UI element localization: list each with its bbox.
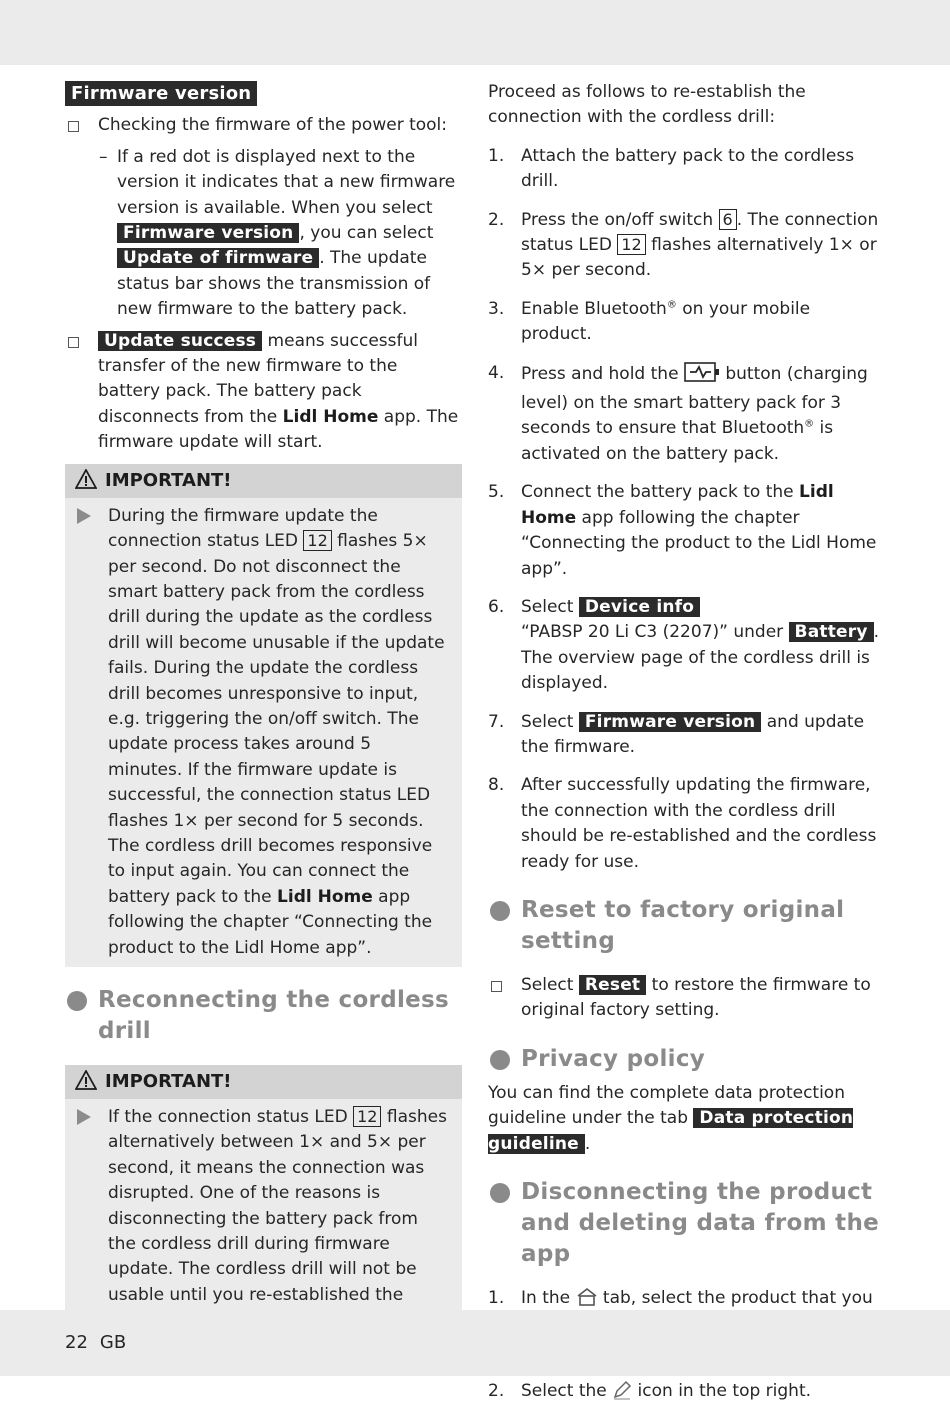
d2-text-b: icon in the top right.	[632, 1381, 812, 1402]
important-header	[65, 464, 462, 498]
important-header	[65, 1065, 462, 1099]
reset-tag: Reset	[579, 975, 646, 995]
disconnect-step-2	[488, 1379, 885, 1408]
warning-triangle-icon	[75, 1071, 105, 1092]
step-number: 5.	[488, 482, 505, 503]
privacy-heading	[488, 1044, 885, 1075]
firmware-red-dot-text	[117, 145, 462, 323]
imp1-text-1: During the firmware update the connection status LED	[108, 505, 378, 552]
battery-charge-button-icon	[684, 361, 720, 391]
update-of-firmware-tag: Update of firmware	[117, 248, 319, 268]
firmware-version-section	[65, 81, 462, 107]
s6-text-c: . The overview page of the cordless drill is displayed.	[521, 622, 880, 694]
pencil-edit-icon	[612, 1380, 632, 1408]
important-body	[65, 498, 462, 967]
step-number: 8.	[488, 775, 505, 796]
heading-dot-icon	[490, 1050, 510, 1070]
step-2-text	[521, 208, 885, 284]
disconnect-step-2-text	[521, 1379, 885, 1408]
important-body	[65, 1099, 462, 1340]
upd-text-1: means successful transfer of the new firmware to the battery pack. The battery pack disconnects from the	[98, 330, 418, 427]
step-1-text: Attach the battery pack to the cordless drill.	[521, 145, 855, 192]
checkbox-bullet-icon	[488, 973, 502, 1000]
step-number: 1.	[488, 1288, 505, 1308]
important-title: IMPORTANT!	[105, 469, 232, 491]
s4-text-c: is activated on the battery pack.	[521, 418, 834, 464]
battery-tag: Battery	[789, 622, 874, 642]
reset-text-a: Select	[521, 974, 574, 995]
step-6-text	[521, 595, 885, 697]
firmware-version-heading: Firmware version	[65, 81, 257, 106]
s5-text-a: Connect the battery pack to the	[521, 482, 794, 503]
fw-dash-text-1: If a red dot is displayed next to the version it indicates that a new firmware version is available. When you select	[117, 146, 456, 218]
s2-text-b: . The connection status LED	[521, 209, 879, 256]
led-number-box: 12	[303, 530, 331, 551]
s6-text-b: “PABSP 20 Li C3 (2207)” under	[521, 622, 784, 643]
s2-text-c: flashes alternatively 1× or 5× per second.	[521, 235, 877, 281]
s4-text-b: button (charging level) on the smart battery pack for 3 seconds to ensure that Bluetooth	[521, 363, 868, 439]
right-column	[488, 80, 885, 1409]
firmware-check-item	[65, 113, 462, 138]
privacy-text	[488, 1081, 885, 1157]
page-bottom-band	[0, 1310, 950, 1376]
reset-heading	[488, 895, 885, 957]
privacy-text-a: You can find the complete data protection guideline under the tab	[488, 1082, 845, 1129]
s5-text-b: app following the chapter “Connecting the product to the Lidl Home app”.	[521, 507, 877, 579]
upd-text-2: app. The firmware update will start.	[98, 406, 459, 453]
step-7-text	[521, 710, 885, 761]
step-5	[488, 480, 885, 582]
step-number: 7.	[488, 711, 505, 732]
heading-dot-icon	[490, 901, 510, 921]
step-2	[488, 208, 885, 284]
reset-text	[521, 973, 885, 1024]
s4-text-a: Press and hold the	[521, 363, 679, 384]
step-8-text: After successfully updating the firmware, the connection with the cordless drill should be re-established and the cordless ready for use.	[521, 775, 877, 872]
step-number: 1.	[488, 145, 505, 166]
checkbox-bullet-icon	[65, 113, 79, 140]
s2-text-a: Press the on/off switch	[521, 209, 714, 230]
important-text	[75, 1105, 448, 1334]
reconnecting-heading	[65, 985, 462, 1047]
step-number: 4.	[488, 362, 505, 383]
reset-item	[488, 973, 885, 1024]
arrow-bullet-icon	[77, 508, 91, 524]
step-4	[488, 361, 885, 468]
s3-text-a: Enable Bluetooth	[521, 298, 667, 319]
lidl-home-bold: Lidl Home	[282, 406, 379, 427]
firmware-version-tag: Firmware version	[579, 712, 761, 732]
imp2-text-1: If the connection status LED	[108, 1107, 348, 1127]
privacy-text-b: .	[584, 1133, 591, 1154]
step-number: 2.	[488, 1381, 505, 1402]
d1-text-a: In the	[521, 1288, 571, 1308]
page-number: 22	[65, 1332, 88, 1353]
s6-text-a: Select	[521, 596, 574, 617]
important-box-firmware	[65, 464, 462, 967]
step-3-text	[521, 297, 885, 348]
disconnecting-heading	[488, 1177, 885, 1270]
step-5-text	[521, 480, 885, 582]
registered-mark: ®	[804, 418, 815, 430]
important-title: IMPORTANT!	[105, 1071, 232, 1092]
imp1-text-2: flashes 5× per second. Do not disconnect the smart battery pack from the cordless drill during the update as the cordless drill will become unusable if the update fails. During the update the cordless drill becomes unresponsive to input, e.g. triggering the on/off switch. The update process takes around 5 minutes. If the firmware update is successful, the connection status LED flashes 1× per second for 5 seconds. The cordless drill becomes responsive to input again. You can connect the battery pack to the	[108, 531, 445, 907]
s7-text-a: Select	[521, 711, 574, 732]
update-success-item	[65, 329, 462, 456]
firmware-version-tag: Firmware version	[117, 223, 299, 243]
language-code: GB	[99, 1332, 127, 1353]
data-protection-guideline-tag: Data protection guideline	[488, 1108, 854, 1154]
disconnecting-heading-text: Disconnecting the product and deleting data from the app	[521, 1179, 880, 1267]
step-8	[488, 773, 885, 875]
step-number: 3.	[488, 298, 505, 319]
important-box-reconnect	[65, 1065, 462, 1340]
step-7	[488, 710, 885, 761]
led-number-box: 12	[617, 234, 645, 255]
device-info-tag: Device info	[579, 597, 700, 617]
firmware-red-dot-item	[65, 145, 462, 323]
step-number: 2.	[488, 209, 505, 230]
fw-dash-text-2: , you can select	[299, 223, 434, 244]
important-text	[75, 504, 448, 961]
page-footer	[65, 1330, 126, 1356]
step-6	[488, 595, 885, 697]
arrow-bullet-icon	[77, 1109, 91, 1125]
dash-bullet: –	[99, 146, 108, 167]
reset-text-b: to restore the firmware to original factory setting.	[521, 974, 871, 1021]
reset-heading-text: Reset to factory original setting	[521, 896, 845, 954]
lidl-home-bold: Lidl Home	[521, 482, 834, 528]
led-number-box: 12	[353, 1106, 381, 1127]
s3-text-b: on your mobile product.	[521, 298, 811, 345]
heading-dot-icon	[490, 1183, 510, 1203]
s7-text-b: and update the firmware.	[521, 711, 865, 757]
reconnecting-heading-text: Reconnecting the cordless drill	[98, 987, 450, 1044]
reestablish-intro: Proceed as follows to re-establish the connection with the cordless drill:	[488, 82, 806, 128]
step-4-text	[521, 361, 885, 468]
warning-triangle-icon	[75, 470, 105, 491]
page-top-band	[0, 0, 950, 65]
lidl-home-bold: Lidl Home	[277, 886, 373, 907]
fw-dash-text-3: . The update status bar shows the transmission of new firmware to the battery pack.	[117, 248, 431, 320]
d2-text-a: Select the	[521, 1381, 607, 1402]
update-success-tag: Update success	[98, 331, 262, 351]
imp1-text-3: app following the chapter “Connecting the product to the Lidl Home app”.	[108, 886, 433, 958]
switch-number-box: 6	[719, 209, 737, 230]
firmware-check-text: Checking the firmware of the power tool:	[98, 115, 448, 136]
step-number: 6.	[488, 596, 505, 617]
imp2-text-2: flashes alternatively between 1× and 5× per second, it means the connection was disrupted. One of the reasons is disconnecting the battery pack from the cordless drill during firmware update. The cordless drill will not be usable until you re-established the	[108, 1107, 447, 1305]
d1-text-b: tab, select the product that you	[602, 1288, 873, 1308]
privacy-heading-text: Privacy policy	[521, 1045, 706, 1072]
heading-dot-icon	[67, 991, 87, 1011]
step-1	[488, 144, 885, 195]
left-column	[65, 80, 462, 1340]
registered-mark: ®	[666, 299, 677, 311]
step-3	[488, 297, 885, 348]
checkbox-bullet-icon	[65, 329, 79, 356]
update-success-text	[98, 329, 462, 456]
